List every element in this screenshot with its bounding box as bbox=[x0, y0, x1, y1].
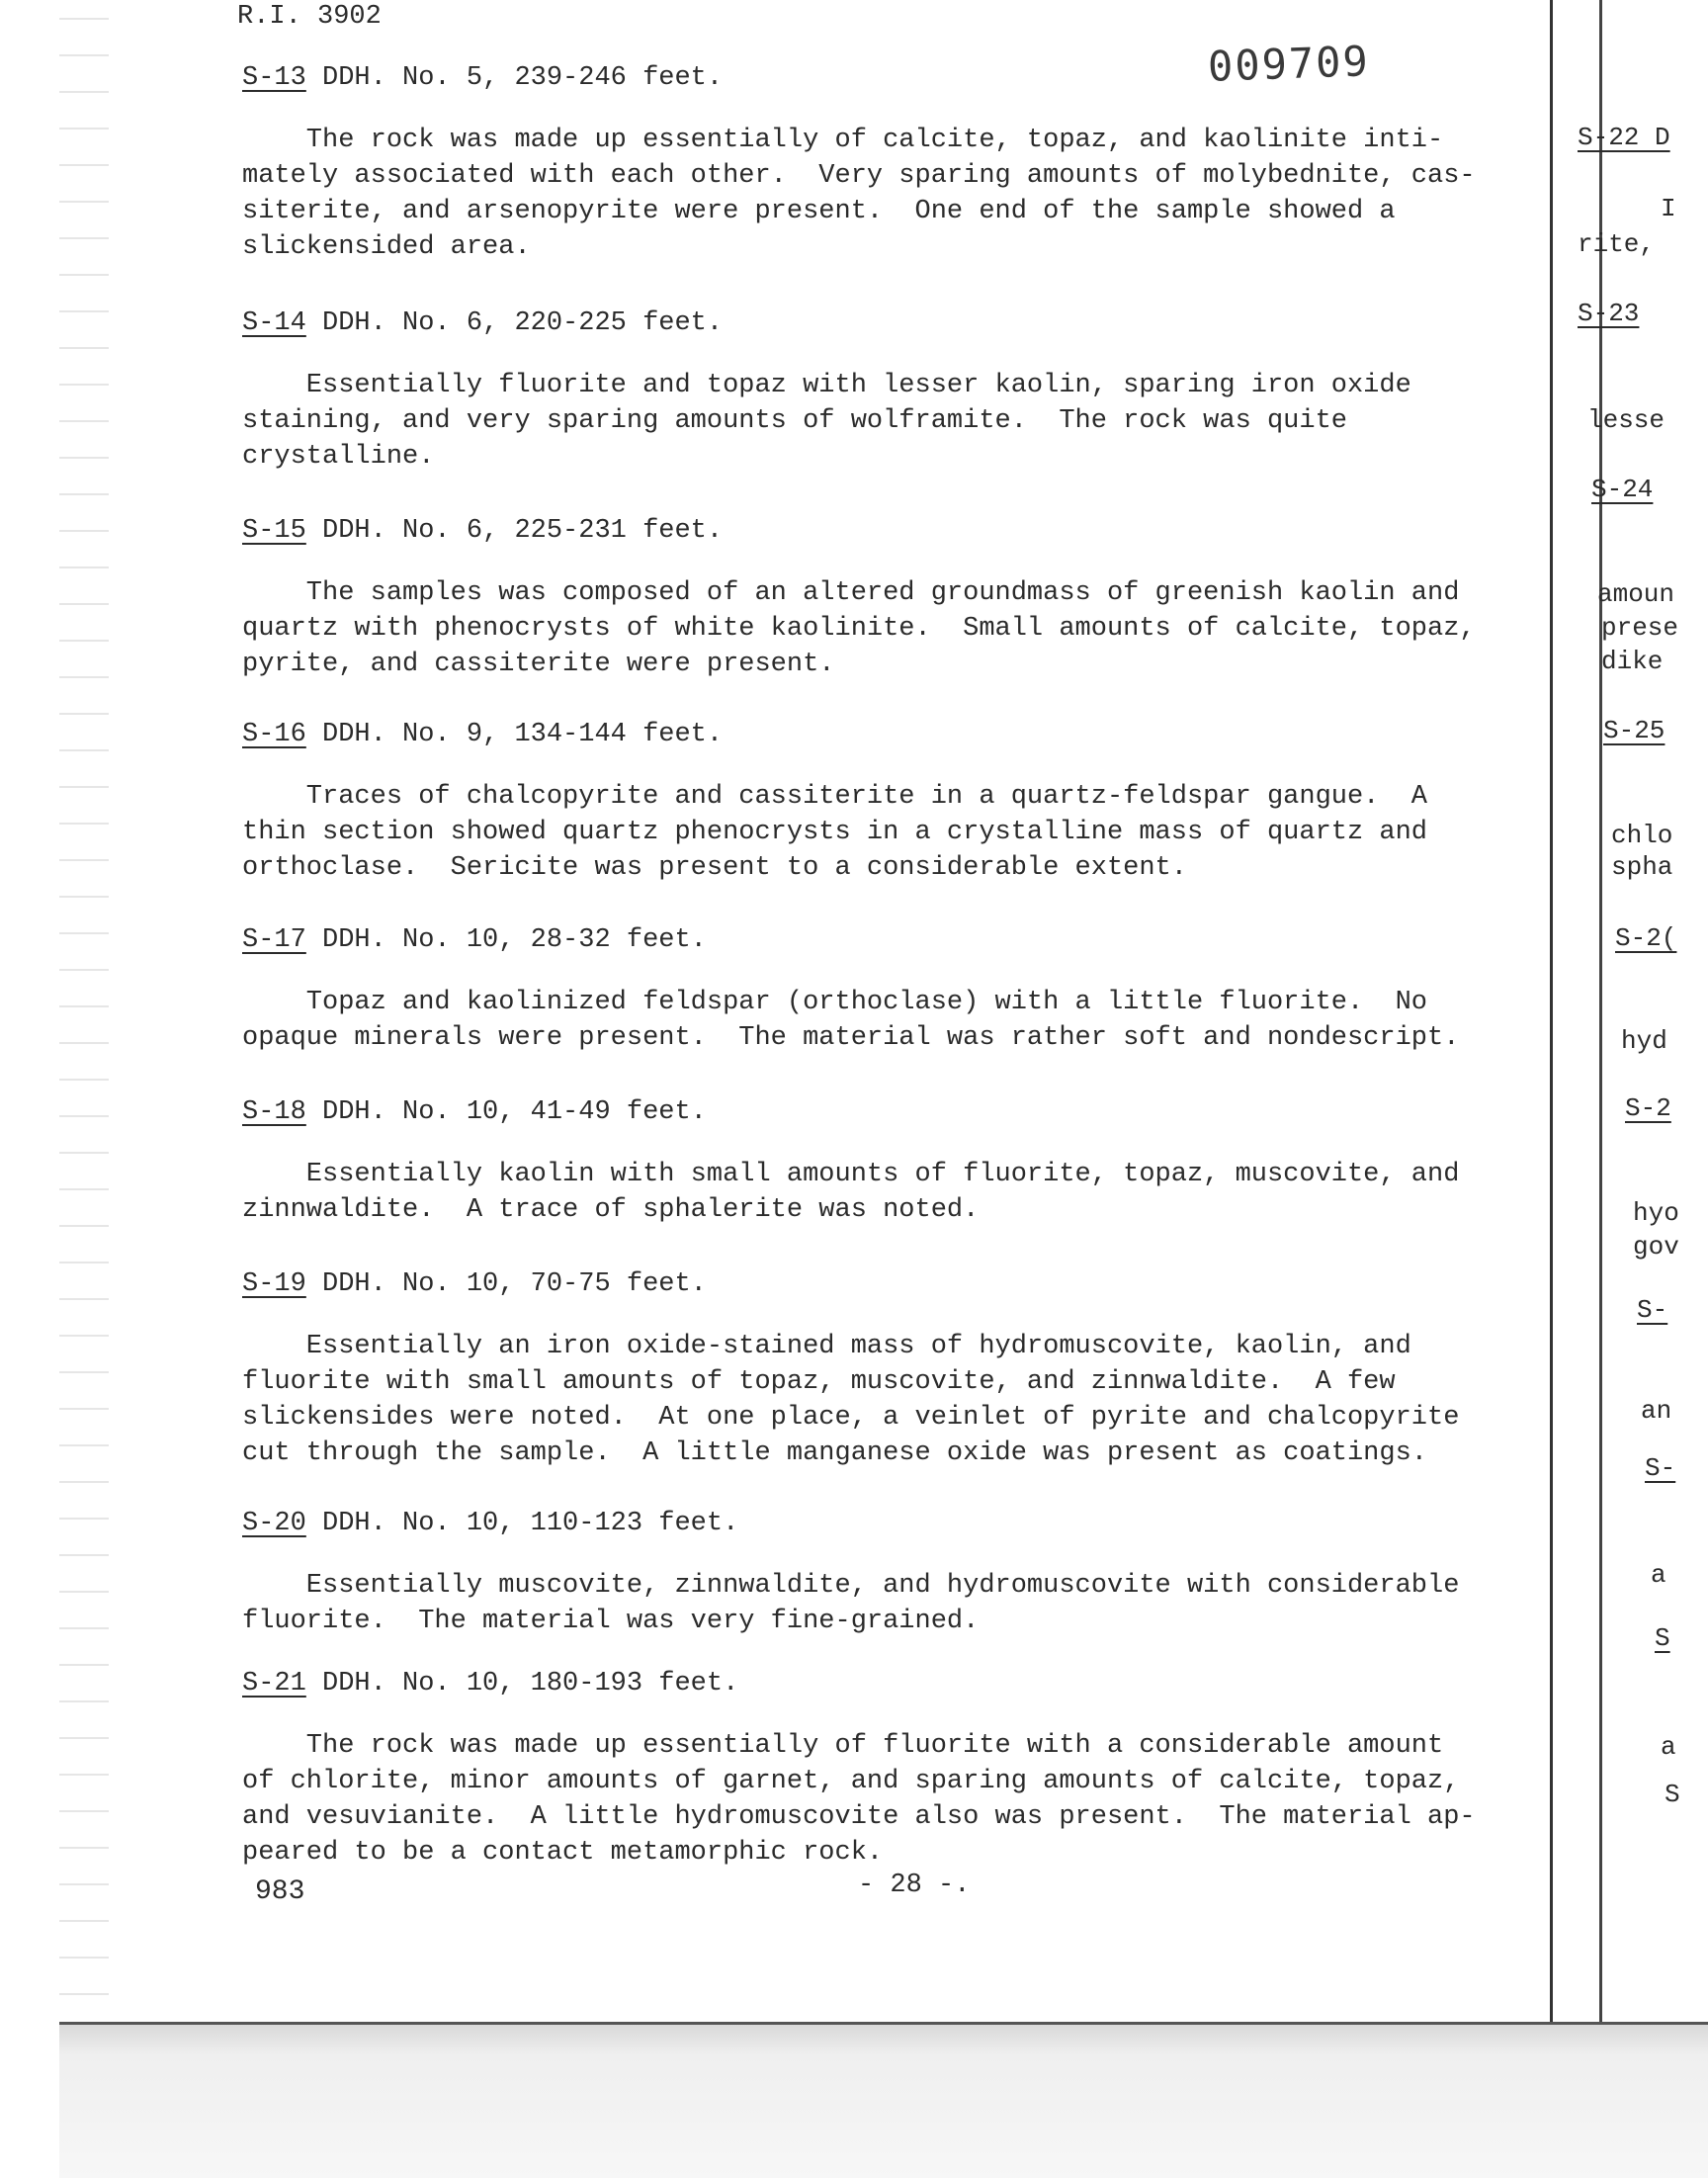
side-fragment: prese bbox=[1601, 613, 1679, 643]
side-fragment: spha bbox=[1611, 852, 1673, 882]
entry-description: Essentially kaolin with small amounts of fluorite, topaz, muscovite, and zinnwaldite. A trace of sphalerite was noted. bbox=[242, 1160, 1460, 1225]
entry-heading bbox=[242, 718, 1547, 751]
side-fragment: S bbox=[1655, 1623, 1670, 1653]
sample-location: DDH. No. 10, 41-49 feet. bbox=[305, 1097, 707, 1127]
page-edge-line bbox=[1550, 0, 1553, 2022]
side-fragment: hyd bbox=[1621, 1026, 1667, 1056]
entry-description: Essentially an iron oxide-stained mass of hydromuscovite, kaolin, and fluorite with small amounts of topaz, muscovite, and zinnwaldite. A few slickensides were noted. At one place, a veinlet of pyrite and chalcopyrite cut through the sample. A little manganese oxide was present as coatings. bbox=[242, 1332, 1460, 1468]
sample-location: DDH. No. 10, 28-32 feet. bbox=[305, 925, 707, 955]
sample-code: S-20 bbox=[242, 1509, 306, 1538]
sample-code: S-14 bbox=[242, 308, 306, 338]
side-fragment: rite, bbox=[1578, 229, 1656, 259]
entry-heading bbox=[242, 1095, 1547, 1129]
side-fragment: I bbox=[1661, 194, 1676, 223]
side-fragment: hyo bbox=[1633, 1198, 1679, 1228]
entry-heading bbox=[242, 1267, 1547, 1301]
document-number: 983 bbox=[255, 1876, 305, 1907]
entry-s13 bbox=[242, 61, 1547, 265]
sample-location: DDH. No. 5, 239-246 feet. bbox=[305, 63, 724, 93]
entry-heading bbox=[242, 514, 1547, 548]
entry-heading bbox=[242, 61, 1547, 95]
entry-s21 bbox=[242, 1667, 1547, 1871]
entry-description: The samples was composed of an altered groundmass of greenish kaolin and quartz with phenocrysts of white kaolinite. Small amounts of calcite, topaz, pyrite, and cassiterite were present. bbox=[242, 578, 1476, 679]
side-fragment: gov bbox=[1633, 1232, 1679, 1262]
side-fragment: S-2( bbox=[1615, 923, 1677, 953]
sample-location: DDH. No. 6, 220-225 feet. bbox=[305, 308, 724, 338]
sample-code: S-21 bbox=[242, 1669, 306, 1699]
side-fragment: S-25 bbox=[1603, 716, 1665, 745]
sample-code: S-13 bbox=[242, 63, 306, 93]
side-fragment: a bbox=[1651, 1560, 1666, 1590]
entry-description: Topaz and kaolinized feldspar (orthoclase) with a little fluorite. No opaque minerals were present. The material was rather soft and nondescript. bbox=[242, 988, 1460, 1053]
entry-heading bbox=[242, 1667, 1547, 1700]
entry-s20 bbox=[242, 1507, 1547, 1639]
entry-heading bbox=[242, 306, 1547, 340]
entry-heading bbox=[242, 1507, 1547, 1540]
entry-s15 bbox=[242, 514, 1547, 682]
entry-description: Traces of chalcopyrite and cassiterite in a quartz-feldspar gangue. A thin section showed quartz phenocrysts in a crystalline mass of quartz and orthoclase. Sericite was present to a considerable extent. bbox=[242, 782, 1427, 883]
entry-description: The rock was made up essentially of calcite, topaz, and kaolinite inti- mately associated with each other. Very sparing amounts of molybednite, cas- siterite, and arsenopyrite were present. One end of the sample showed a slickensided area. bbox=[242, 126, 1476, 262]
side-fragment: chlo bbox=[1611, 821, 1673, 850]
sample-code: S-19 bbox=[242, 1269, 306, 1299]
entry-s14 bbox=[242, 306, 1547, 475]
side-fragment: S bbox=[1665, 1780, 1680, 1809]
side-fragment: a bbox=[1661, 1732, 1676, 1762]
document-stamp: 009709 bbox=[1207, 37, 1371, 91]
side-fragment: dike bbox=[1601, 647, 1664, 676]
sample-code: S-18 bbox=[242, 1097, 306, 1127]
sample-location: DDH. No. 10, 180-193 feet. bbox=[305, 1669, 739, 1699]
sample-location: DDH. No. 10, 110-123 feet. bbox=[305, 1509, 739, 1538]
side-fragment: an bbox=[1641, 1396, 1672, 1426]
sample-location: DDH. No. 9, 134-144 feet. bbox=[305, 720, 724, 749]
scan-bottom-edge bbox=[59, 2022, 1708, 2178]
sample-code: S-17 bbox=[242, 925, 306, 955]
entry-s16 bbox=[242, 718, 1547, 886]
entry-s17 bbox=[242, 923, 1547, 1056]
side-fragment: lesse bbox=[1587, 405, 1665, 435]
sample-location: DDH. No. 10, 70-75 feet. bbox=[305, 1269, 707, 1299]
side-fragment: S- bbox=[1637, 1295, 1668, 1325]
sample-code: S-16 bbox=[242, 720, 306, 749]
entry-heading bbox=[242, 923, 1547, 957]
sample-location: DDH. No. 6, 225-231 feet. bbox=[305, 516, 724, 546]
entry-description: Essentially muscovite, zinnwaldite, and hydromuscovite with considerable fluorite. The material was very fine-grained. bbox=[242, 1571, 1460, 1636]
entry-s18 bbox=[242, 1095, 1547, 1228]
sample-code: S-15 bbox=[242, 516, 306, 546]
side-fragment: S-22 D bbox=[1578, 123, 1670, 152]
page-number: - 28 -. bbox=[858, 1871, 971, 1900]
scan-margin-noise bbox=[59, 0, 109, 2022]
entry-description: Essentially fluorite and topaz with lesser kaolin, sparing iron oxide staining, and very sparing amounts of wolframite. The rock was quite crystalline. bbox=[242, 371, 1411, 472]
side-fragment: S-23 bbox=[1578, 299, 1640, 328]
side-fragment: S-24 bbox=[1591, 475, 1654, 504]
side-fragment: amoun bbox=[1597, 579, 1675, 609]
report-number: R.I. 3902 bbox=[237, 2, 382, 32]
side-fragment: S-2 bbox=[1625, 1093, 1671, 1123]
entry-description: The rock was made up essentially of fluorite with a considerable amount of chlorite, minor amounts of garnet, and sparing amounts of calcite, topaz, and vesuvianite. A little hydromuscovite also was present. The material ap- peared to be a contact metamorphic rock. bbox=[242, 1731, 1476, 1868]
side-fragment: S- bbox=[1645, 1453, 1676, 1483]
entry-s19 bbox=[242, 1267, 1547, 1471]
